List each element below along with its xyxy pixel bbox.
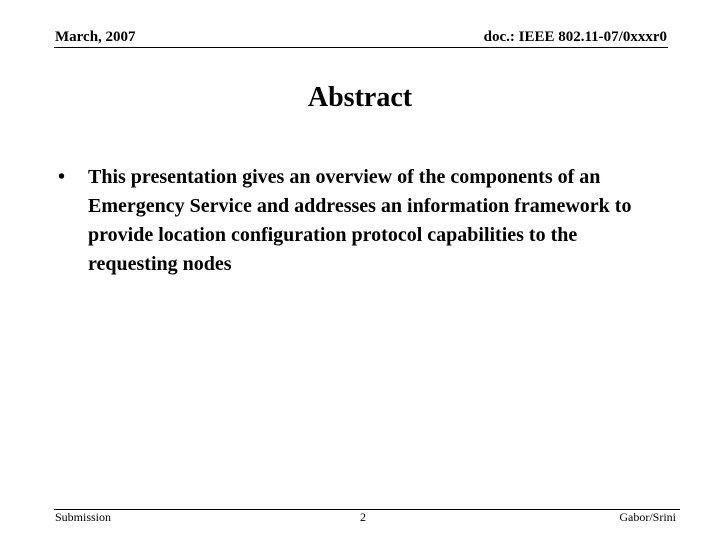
bullet-item [58,163,668,279]
footer-submission: Submission [55,510,112,524]
footer-page-number: 2 [360,510,366,524]
header-divider [54,47,668,48]
footer-author: Gabor/Srini [619,510,676,524]
bullet-icon: • [58,166,66,188]
bullet-list [58,163,668,279]
header-date: March, 2007 [55,29,136,45]
bullet-text: This presentation gives an overview of the components of an Emergency Service and addresses an information framework to provide location configuration protocol capabilities to the requesting nodes [88,166,632,275]
slide-title: Abstract [307,82,413,113]
header-doc-id: doc.: IEEE 802.11-07/0xxxr0 [483,29,667,45]
